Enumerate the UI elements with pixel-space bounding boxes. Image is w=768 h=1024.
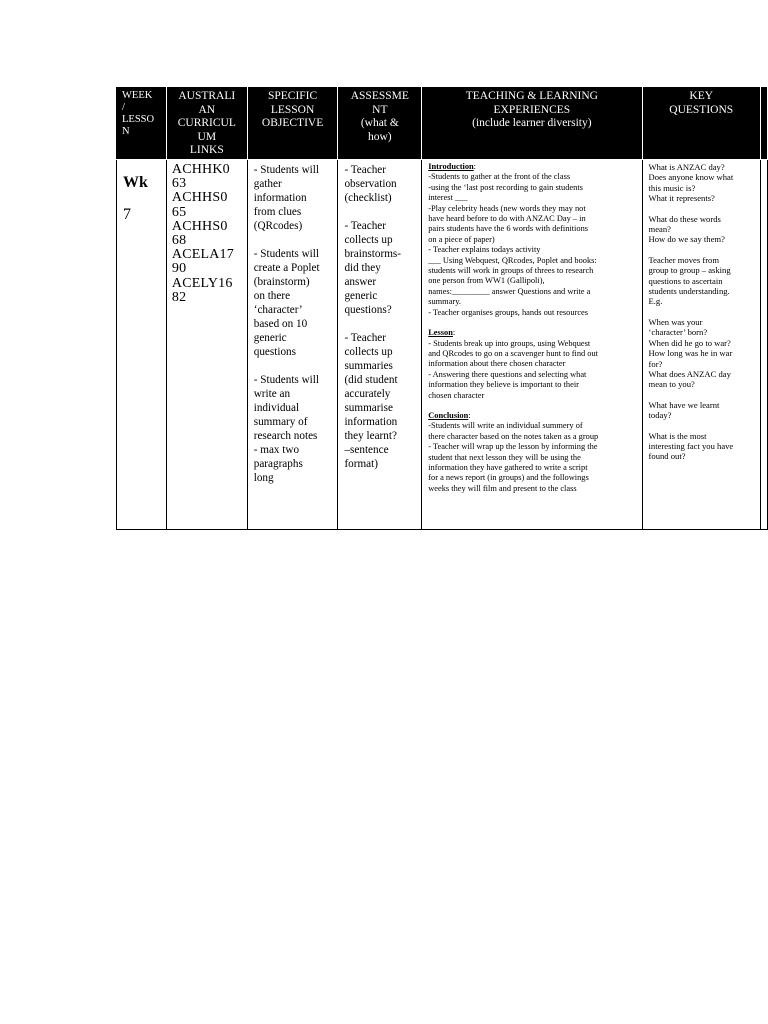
section-heading: Conclusion	[428, 410, 469, 420]
question-line: How do we say them?	[648, 234, 725, 245]
tle-line: - Answering there questions and selecting what	[428, 369, 587, 379]
tle-line: and QRcodes to go on a scavenger hunt to find out	[428, 348, 599, 358]
tle-line: one person from WW1 (Gallipoli),	[428, 276, 545, 286]
objective-line: (QRcodes)	[253, 220, 303, 232]
question-line: mean to you?	[648, 379, 695, 390]
tle-line: there character based on the notes taken as a group	[428, 431, 599, 441]
objective-line: generic	[253, 332, 287, 344]
header-text: N	[122, 126, 130, 137]
header-key-questions	[642, 88, 760, 160]
lesson-heading: Lesson:	[428, 328, 456, 338]
curriculum-code: ACHHS0	[171, 218, 228, 234]
curriculum-code: 82	[171, 289, 187, 305]
objective-line: ‘character’	[253, 304, 303, 316]
tle-line: - Students break up into groups, using Webquest	[428, 338, 591, 348]
curriculum-code: 65	[171, 204, 187, 220]
question-line: When did he go to war?	[648, 337, 731, 348]
header-text: SPECIFIC	[267, 90, 318, 102]
table-header-row	[117, 88, 768, 160]
assessment-line: questions?	[344, 304, 392, 316]
assessment-line: - Teacher	[344, 164, 386, 176]
header-text: OBJECTIVE	[261, 117, 324, 129]
header-text: WEEK	[122, 90, 153, 101]
tle-line: have heard before to do with ANZAC Day – in	[428, 214, 586, 224]
question-line: mean?	[648, 224, 671, 235]
tle-line: ___ Using Webquest, QRcodes, Poplet and books:	[428, 255, 597, 265]
lesson-plan-table	[116, 87, 768, 530]
question-line: What it represents?	[648, 193, 715, 204]
question-line: for?	[648, 358, 663, 369]
question-line: E.g.	[648, 296, 663, 307]
objective-line: summary of	[253, 416, 308, 428]
assessment-line: - Teacher	[344, 332, 386, 344]
header-week-lesson	[117, 88, 167, 160]
tle-line: interest ___	[428, 193, 468, 203]
question-line: What does ANZAC day	[648, 368, 731, 379]
tle-line: -Students to gather at the front of the class	[428, 172, 571, 182]
question-line: students understanding.	[648, 286, 730, 297]
header-specific-lesson-objective	[247, 88, 338, 160]
tle-line: names:_________ answer Questions and write a	[428, 286, 591, 296]
header-text: AN	[198, 103, 216, 116]
curriculum-code: 68	[171, 233, 187, 249]
assessment-line: collects up	[344, 346, 393, 358]
header-australian-curriculum-links	[166, 88, 247, 160]
section-heading: Introduction	[428, 162, 474, 171]
question-line: What have we learnt	[648, 399, 720, 410]
question-line: Does anyone know what	[648, 172, 734, 183]
header-extra-column	[760, 88, 767, 160]
objective-line: paragraphs	[253, 458, 303, 470]
question-line: this music is?	[648, 182, 696, 193]
assessment-line: generic	[344, 290, 378, 302]
assessment-line: format)	[344, 458, 378, 470]
assessment-line: accurately	[344, 388, 391, 400]
assessment-line: summaries	[344, 360, 393, 372]
assessment-line: –sentence	[344, 444, 389, 456]
question-line: ‘character’ born?	[648, 327, 708, 338]
cell-assessment	[338, 160, 422, 530]
tle-line: students will work in groups of threes to research	[428, 266, 594, 276]
header-text: AUSTRALI	[178, 90, 236, 102]
header-text: LESSO	[122, 114, 155, 125]
assessment-line: did they	[344, 262, 381, 274]
tle-line: -Play celebrity heads (new words they may not	[428, 203, 586, 213]
curriculum-code: ACELA17	[171, 247, 234, 263]
curriculum-code: ACHHS0	[171, 190, 228, 206]
cell-week	[117, 160, 167, 530]
tle-line: chosen character	[428, 390, 485, 400]
question-line: today?	[648, 410, 672, 421]
objective-line: long	[253, 472, 274, 484]
header-text: NT	[372, 103, 388, 116]
question-line: group to group – asking	[648, 265, 731, 276]
tle-line: student that next lesson they will be using the	[428, 452, 581, 462]
table-row	[117, 160, 768, 530]
objective-line: on there	[253, 290, 291, 302]
tle-line: - Teacher will wrap up the lesson by informing the	[428, 442, 598, 452]
tle-line: -using the ‘last post recording to gain students	[428, 182, 583, 192]
objective-line: gather	[253, 178, 282, 190]
introduction-heading: Introduction:	[428, 162, 476, 171]
assessment-line: (did student	[344, 374, 398, 386]
question-line: Teacher moves from	[648, 254, 720, 265]
header-text: (include learner diversity)	[472, 117, 592, 129]
objective-line: write an	[253, 388, 291, 400]
objective-line: - max two	[253, 444, 300, 456]
objective-line: individual	[253, 402, 300, 414]
tle-line: on a piece of paper)	[428, 234, 495, 244]
assessment-line: information	[344, 416, 398, 428]
objective-line: (brainstorm)	[253, 276, 310, 288]
assessment-line: answer	[344, 276, 377, 288]
header-assessment	[338, 88, 422, 160]
assessment-line: collects up	[344, 234, 393, 246]
objective-line: questions	[253, 346, 296, 358]
assessment-line: observation	[344, 178, 397, 190]
header-text: LESSON	[270, 103, 315, 116]
cell-curriculum-links	[166, 160, 247, 530]
objective-line: - Students will	[253, 164, 319, 176]
header-text: LINKS	[189, 144, 224, 156]
header-text: KEY	[689, 90, 714, 102]
cell-lesson-objectives	[247, 160, 338, 530]
tle-line: -Students will write an individual summery of	[428, 421, 583, 431]
curriculum-code: ACHHK0	[171, 162, 230, 177]
header-text: CURRICUL	[177, 117, 236, 129]
objective-line: based on 10	[253, 318, 308, 330]
question-line: What is ANZAC day?	[648, 162, 725, 172]
question-line: When was your	[648, 316, 703, 327]
objective-line: create a Poplet	[253, 262, 320, 274]
question-line: found out?	[648, 451, 686, 462]
objective-line: research notes	[253, 430, 318, 442]
curriculum-code: ACELY16	[171, 275, 233, 291]
conclusion-heading: Conclusion:	[428, 410, 471, 420]
tle-line: summary.	[428, 297, 461, 307]
assessment-line: - Teacher	[344, 220, 386, 232]
header-text: /	[122, 102, 125, 113]
question-line: What do these words	[648, 213, 721, 224]
header-text: UM	[197, 130, 217, 143]
cell-extra	[760, 160, 767, 530]
objective-line: from clues	[253, 206, 302, 218]
tle-line: information they have gathered to write a script	[428, 462, 588, 472]
week-label: Wk	[123, 174, 148, 191]
question-line: What is the most	[648, 430, 707, 441]
header-text: (what &	[360, 117, 399, 129]
objective-line: - Students will	[253, 374, 319, 386]
tle-line: for a news report (in groups) and the followings	[428, 473, 589, 483]
objective-line: information	[253, 192, 307, 204]
question-line: interesting fact you have	[648, 440, 734, 451]
cell-teaching-learning	[422, 160, 642, 530]
cell-key-questions	[642, 160, 760, 530]
header-text: TEACHING & LEARNING	[465, 90, 598, 102]
tle-line: information they believe is important to their	[428, 380, 579, 390]
tle-line: information about there chosen character	[428, 359, 566, 369]
tle-line: - Teacher organises groups, hands out resources	[428, 307, 589, 317]
question-line: How long was he in war	[648, 348, 733, 359]
tle-line: pairs students have the 6 words with definitions	[428, 224, 589, 234]
tle-line: - Teacher explains todays activity	[428, 245, 541, 255]
section-heading: Lesson	[428, 328, 453, 338]
assessment-line: (checklist)	[344, 192, 392, 204]
header-text: how)	[368, 130, 392, 143]
week-number: 7	[123, 206, 131, 223]
header-text: ASSESSME	[350, 90, 409, 102]
curriculum-code: 90	[171, 261, 187, 277]
question-line: questions to ascertain	[648, 275, 723, 286]
header-teaching-learning-experiences	[422, 88, 642, 160]
tle-line: weeks they will film and present to the class	[428, 483, 577, 493]
assessment-line: summarise	[344, 402, 393, 414]
curriculum-code: 63	[171, 176, 187, 192]
objective-line: - Students will	[253, 248, 319, 260]
assessment-line: brainstorms-	[344, 248, 401, 260]
header-text: QUESTIONS	[669, 103, 734, 116]
assessment-line: they learnt?	[344, 430, 397, 442]
header-text: EXPERIENCES	[493, 103, 571, 116]
